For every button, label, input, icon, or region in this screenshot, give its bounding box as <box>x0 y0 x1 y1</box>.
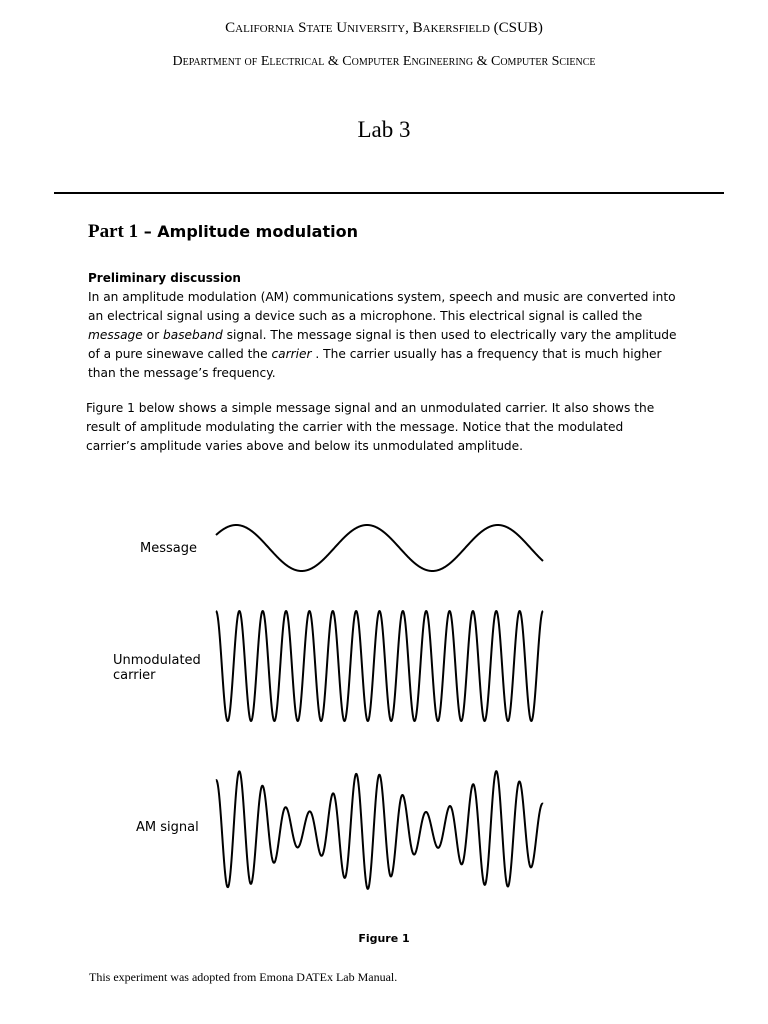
am-signal-label: AM signal <box>136 820 199 835</box>
para2-line-2: result of amplitude modulating the carrier with the message. Notice that the modulated <box>86 420 624 434</box>
para2-line-3: carrier’s amplitude varies above and below its unmodulated amplitude. <box>86 439 524 453</box>
para1-line-3-mid: or <box>142 328 163 342</box>
university-name: California State University, Bakersfield (CSUB) <box>225 20 543 36</box>
am-waveform <box>216 771 543 889</box>
footer-note: This experiment was adopted from Emona DATEx Lab Manual. <box>89 970 398 984</box>
para1-line-5: than the message’s frequency. <box>88 366 276 380</box>
message-label: Message <box>140 541 197 556</box>
term-message: message <box>88 328 143 342</box>
para1-line-4-rest: . The carrier usually has a frequency that is much higher <box>311 347 662 361</box>
figure-caption: Figure 1 <box>358 932 410 945</box>
carrier-label-line-2: carrier <box>113 668 156 683</box>
lab-title: Lab 3 <box>357 117 411 142</box>
term-carrier: carrier <box>271 347 312 361</box>
term-baseband: baseband <box>163 328 223 342</box>
part-number: Part 1 <box>88 221 139 242</box>
department-name: Department of Electrical & Computer Engineering & Computer Science <box>172 54 596 69</box>
para1-line-4-pre: of a pure sinewave called the <box>88 347 272 361</box>
carrier-waveform <box>216 611 543 721</box>
para1-line-3-rest: signal. The message signal is then used to electrically vary the amplitude <box>222 328 677 342</box>
carrier-label <box>113 653 201 683</box>
part-dash: – <box>138 222 158 241</box>
carrier-label-line-1: Unmodulated <box>113 653 201 668</box>
para1-line-2: an electrical signal using a device such as a microphone. This electrical signal is called the <box>88 309 643 323</box>
para2-line-1: Figure 1 below shows a simple message signal and an unmodulated carrier. It also shows the <box>86 401 655 415</box>
preliminary-heading: Preliminary discussion <box>88 271 241 285</box>
para1-line-1: In an amplitude modulation (AM) communications system, speech and music are converted into <box>88 290 676 304</box>
message-waveform <box>216 525 543 571</box>
part-title: Amplitude modulation <box>157 222 358 241</box>
